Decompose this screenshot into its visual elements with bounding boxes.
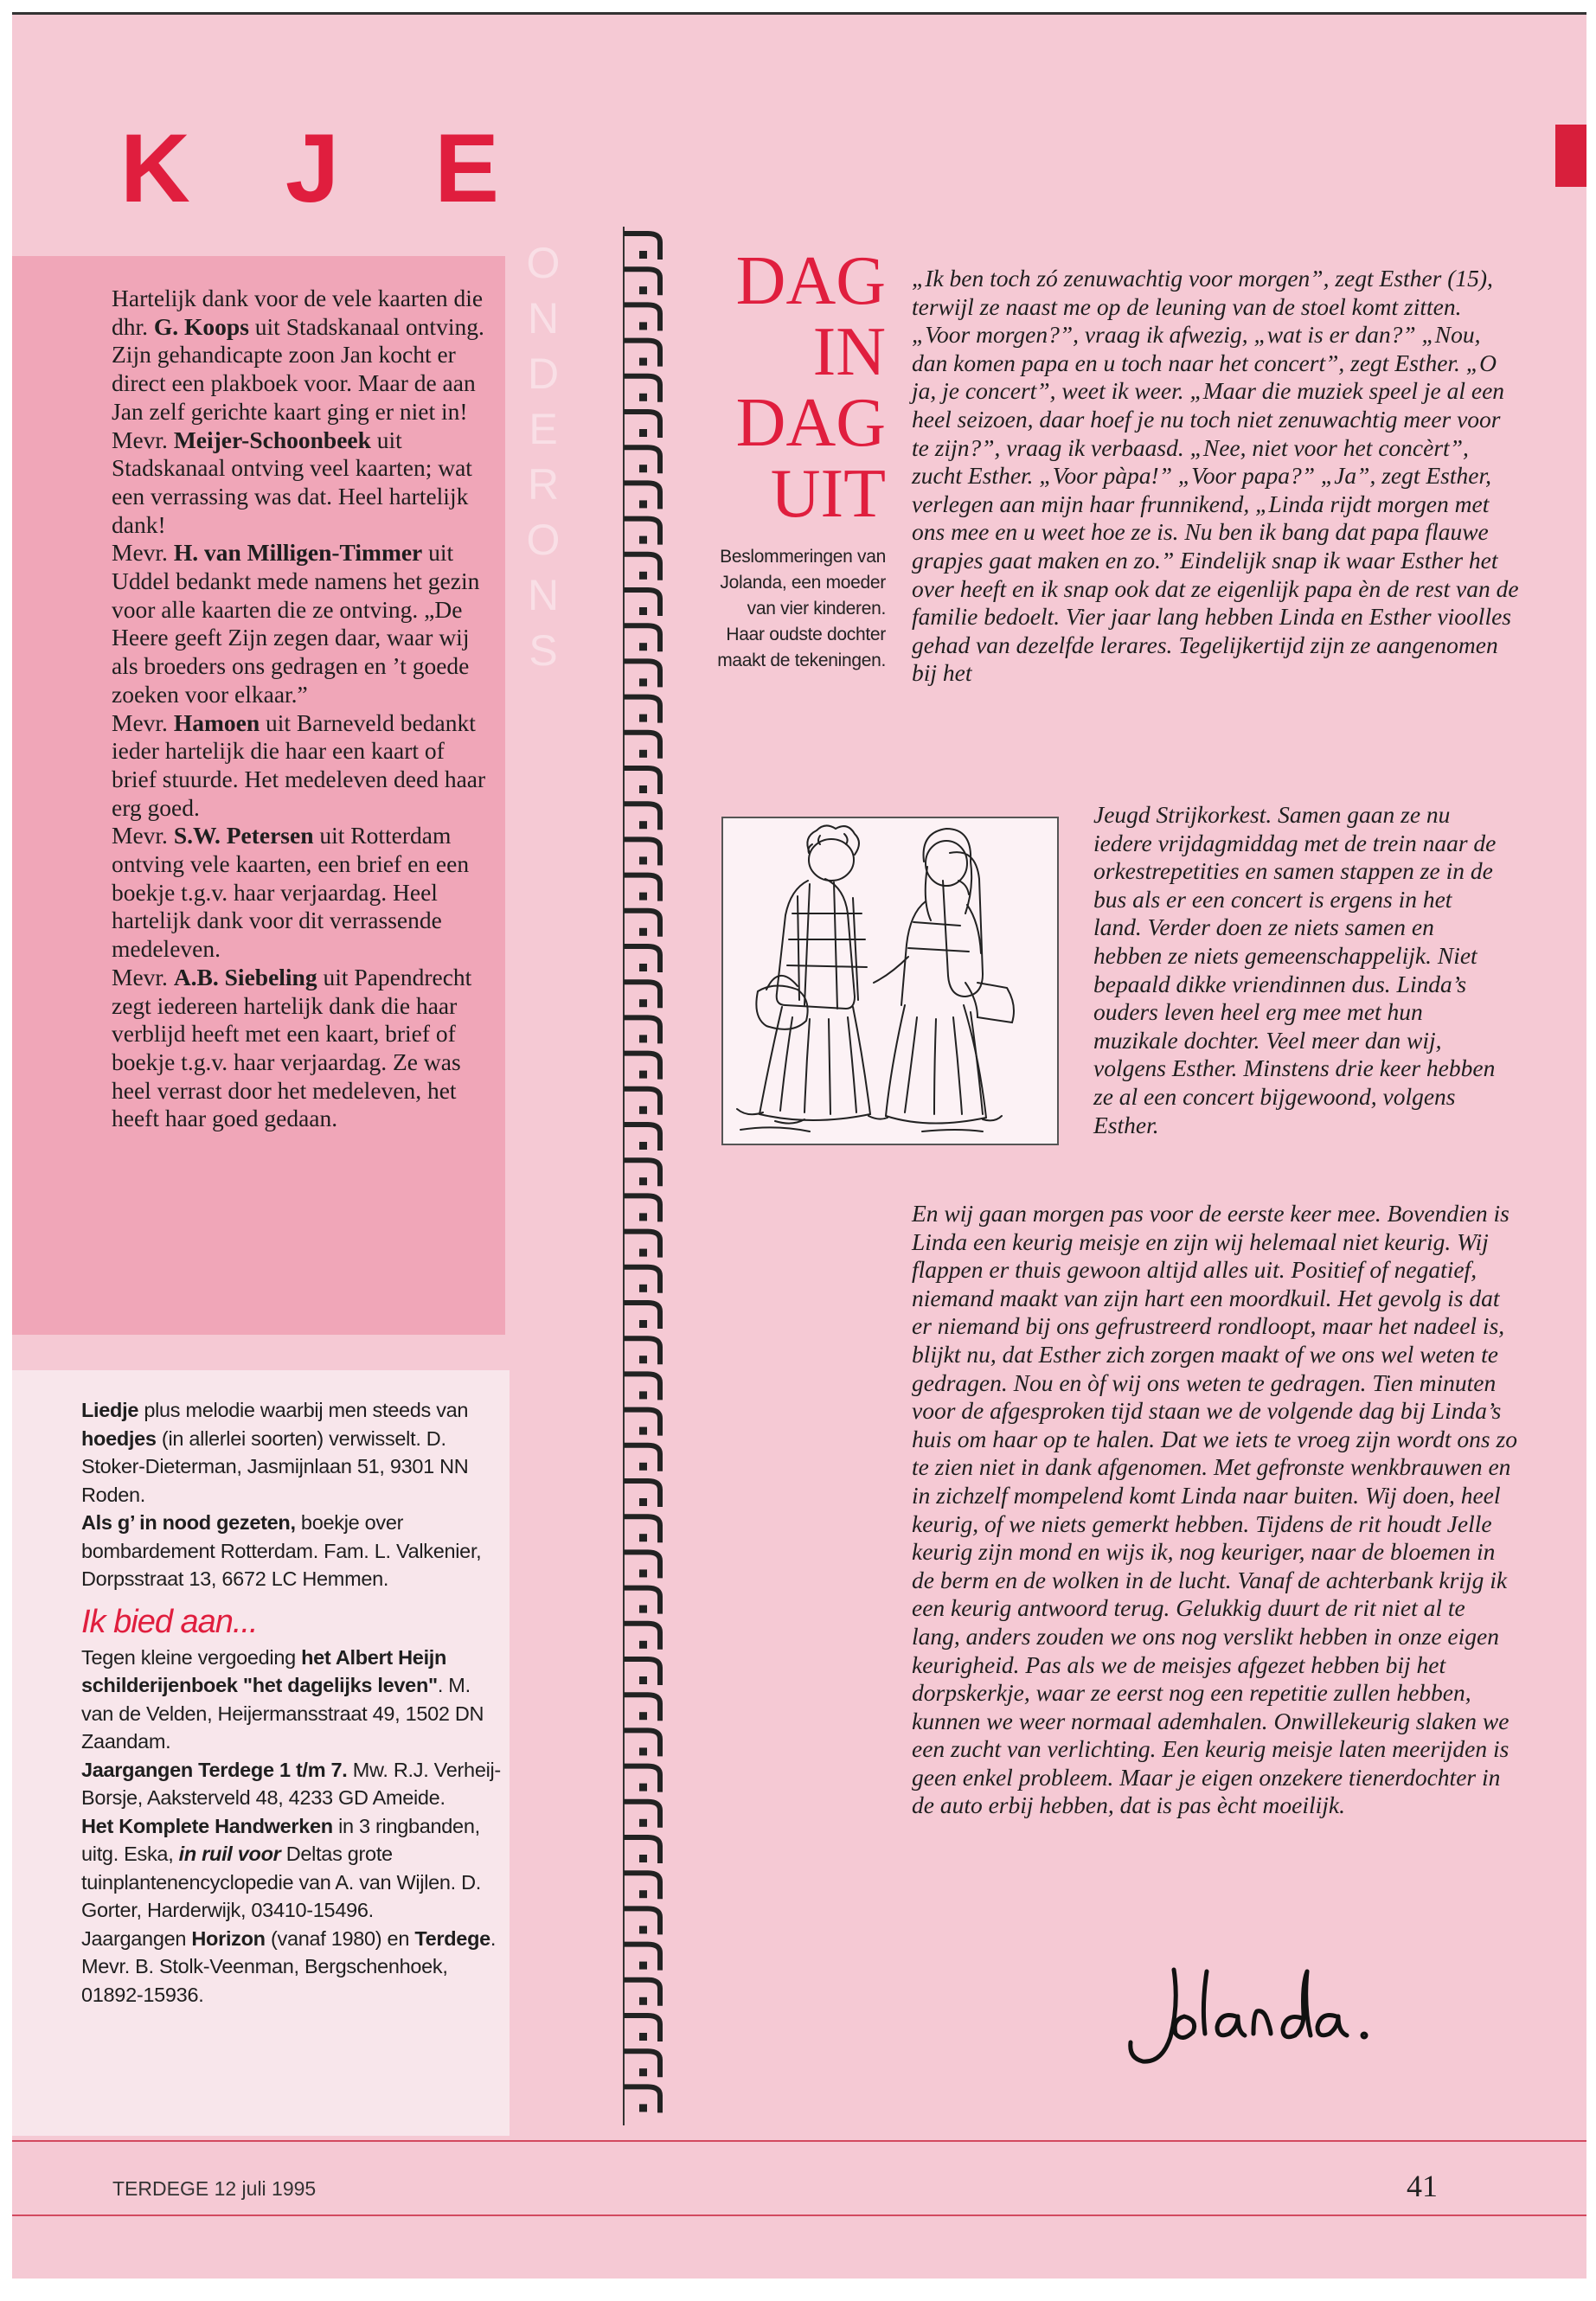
thanks-text: Mevr. (112, 963, 174, 990)
ad-text: Horizon (191, 1926, 266, 1950)
spiral-hole (639, 1676, 647, 1684)
spiral-hole (639, 1427, 647, 1435)
illustration-two-girls (721, 817, 1059, 1145)
spiral-hole (639, 1890, 647, 1898)
column-text-bottom: En wij gaan morgen pas voor de eerste keer mee. Bovendien is Linda een keurig meisje en zijn wij helemaal niet keurig. Wij flappen er thuis gewoon altijd alles uit. Positief of negatief, niemand maakt van zijn hart een moordkuil. Het gevolg is dat er niemand bij ons gefrustreerd rondloopt, maar het nadeel is, blijkt nu, dat Esther zich zorgen maakt of we ons wel weten te gedragen. Nou en òf wij ons weten te gedragen. Tien minuten voor de afgesproken tijd staan we de volgende dag bij Linda’s huis om haar op te halen. Dat we iets te vroeg zijn wordt ons zo te zien niet in dank afgenomen. Met gefronste wenkbrauwen en in zichzelf mompelend komt Linda naar buiten. Wij doen, heel keurig, of we niets gemerkt hebben. Tijdens de rit houdt Jelle keurig zijn mond en wijs ik, nog keuriger, naar de bloemen in de berm en de wolken in de lucht. Vanaf de achterbank krijg ik een keurig antwoord terug. Gelukkig duurt de rit niet al te lang, anders zouden we ons nog verslikt hebben in onze eigen keurigheid. Pas als we de meisjes afgezet hebben bij het dorpskerkje, waar ze eerst nog een repetitie zullen hebben, kunnen we weer normaal ademhalen. Onwillekeurig slaken we een zucht van verlichting. Een keurig meisje laten meerijden is geen enkel probleem. Maar je eigen onzekere tienerdochter in de auto erbij hebben, dat is pas ècht moeilijk. (912, 1200, 1517, 1819)
spiral-hole (639, 1606, 647, 1613)
spiral-hole (639, 715, 647, 722)
heading-letter: J (285, 114, 340, 222)
heading-letter: K (120, 114, 190, 222)
vertical-letter: R (527, 460, 560, 509)
ad-text: Mw. R.J. Verheij-Borsje, Aaksterveld 48, 4233 GD Ameide. (81, 1758, 501, 1809)
spiral-hole (639, 394, 647, 401)
ad-text: (in allerlei soorten) verwisselt. D. Stoker-Dieterman, Jasmijnlaan 51, 9301 NN Roden. (81, 1426, 469, 1506)
thanks-text: Meijer-Schoonbeek (173, 426, 371, 453)
spiral-hole (639, 750, 647, 758)
classified-ads (81, 1396, 501, 2009)
vertical-letter: D (527, 349, 560, 398)
spiral-hole (639, 785, 647, 793)
spiral-hole (639, 678, 647, 686)
ad-text: . Mevr. B. Stolk-Veenman, Bergschenhoek, 01892-15936. (81, 1926, 497, 2006)
ad-text: Terdege (414, 1926, 490, 1950)
spiral-hole (639, 1142, 647, 1150)
spiral-hole (639, 1356, 647, 1363)
spiral-hole (639, 607, 647, 615)
ad-text: boekje over bombardement Rotterdam. Fam. L. Valkenier, Dorpsstraat 13, 6672 LC Hemmen. (81, 1511, 482, 1590)
spiral-hole (639, 1391, 647, 1399)
ad-text: het Albert Heijn schilderijenboek "het dagelijks leven" (81, 1645, 447, 1696)
footer-rule (12, 2140, 1586, 2142)
wanted-ads (81, 1396, 501, 1593)
column-title-line: UIT (770, 456, 886, 532)
thanks-text: uit Papendrecht zegt iedereen hartelijk dank die haar verblijd heeft met een kaart, brief of boekje t.g.v. haar verjaardag. Ze was heel verrast door het medeleven, het heeft haar goed gedaan. (112, 963, 472, 1132)
ad-text: Tegen kleine vergoeding (81, 1645, 302, 1669)
section-heading (120, 114, 594, 222)
girls-with-violins-drawing (723, 818, 1057, 1144)
spiral-hole (639, 1106, 647, 1114)
ad-text: hoedjes (81, 1426, 157, 1450)
spiral-hole (639, 928, 647, 936)
spiral-hole (639, 286, 647, 294)
ads-heading: Ik bied aan... (81, 1603, 258, 1640)
spiral-hole (639, 1463, 647, 1471)
offered-ad (81, 1644, 501, 1756)
vertical-heading (526, 241, 561, 684)
spiral-hole (639, 1213, 647, 1221)
column-title-line: IN (812, 314, 886, 390)
wanted-ad (81, 1509, 501, 1593)
thanks-text: uit Rotterdam ontving vele kaarten, een brief en een boekje t.g.v. haar verjaardag. Heel hartelijk dank voor dit verrassende medeleven. (112, 822, 470, 963)
ad-text: Deltas grote tuinplantenencyclopedie van A. van Wijlen. D. Gorter, Harderwijk, 03410-15496. (81, 1843, 482, 1921)
thanks-text: uit Stadskanaal ontving. Zijn gehandicapte zoon Jan kocht er direct een plakboek voor. Maar de aan Jan zelf gerichte kaart ging er niet in! (112, 312, 484, 425)
column-text-middle: Jeugd Strijkorkest. Samen gaan ze nu iedere vrijdagmiddag met de trein naar de orkestrepetities en samen stappen ze in de bus als er een concert is ergens in het land. Verder doen ze niets samen en hebben ze niets gemeenschappelijk. Niet bepaald dikke vriendinnen dus. Linda’s ouders leven heel erg mee met hun muzikale dochter. Veel meer dan wij, volgens Esther. Minstens drie keer hebben ze al een concert bijgewoond, volgens Esther. (1093, 801, 1497, 1138)
spiral-hole (639, 1320, 647, 1328)
wanted-ad (81, 1396, 501, 1509)
spiral-hole (639, 322, 647, 330)
top-rule (12, 12, 1586, 15)
column-title-line: DAG (735, 243, 886, 319)
spiral-hole (639, 1249, 647, 1257)
thanks-text: Mevr. (112, 539, 174, 567)
thanks-column (112, 285, 492, 1133)
spiral-hole (639, 2104, 647, 2112)
spiral-hole (639, 251, 647, 259)
thanks-text: uit Uddel bedankt mede namens het gezin voor alle kaarten die ze ontving. „De Heere geeft Zijn zegen daar, waar wij als broeders ons gedragen en ’t goede zoeken voor elkaar.” (112, 539, 480, 708)
footer-issue: TERDEGE 12 juli 1995 (112, 2177, 317, 2200)
thanks-text: uit Barneveld bedankt ieder hartelijk die haar een kaart of brief stuurde. Het medeleven deed haar erg goed. (112, 708, 486, 821)
spiral-hole (639, 1819, 647, 1827)
offered-ad (81, 1925, 501, 2009)
spiral-hole (639, 1712, 647, 1720)
spiral-hole (639, 1747, 647, 1755)
spiral-hole (639, 536, 647, 544)
thanks-text: Mevr. (112, 822, 174, 849)
spiral-hole (639, 1035, 647, 1042)
vertical-letter: S (529, 626, 558, 675)
thanks-text: Hamoen (173, 708, 260, 736)
spiral-hole (639, 964, 647, 971)
vertical-letter: O (526, 239, 561, 287)
thanks-text: Hartelijk dank voor de vele kaarten die dhr. (112, 285, 484, 340)
spiral-hole (639, 1926, 647, 1933)
spiral-hole (639, 643, 647, 651)
thanks-text: H. van Milligen-Timmer (173, 539, 423, 567)
ad-text: in 3 ringbanden, uitg. Eska, (81, 1814, 480, 1865)
spiral-hole (639, 1997, 647, 2005)
spiral-hole (639, 821, 647, 829)
offered-ad (81, 1812, 501, 1925)
column-title-line: DAG (735, 385, 886, 461)
spiral-hole (639, 358, 647, 366)
ad-text: Het Komplete Handwerken (81, 1814, 333, 1837)
ad-text: Als g’ in nood gezeten, (81, 1511, 296, 1534)
spiral-hole (639, 1285, 647, 1292)
offered-ads (81, 1644, 501, 2009)
footer-rule (12, 2214, 1586, 2216)
ad-text: Liedje (81, 1399, 139, 1421)
vertical-letter: E (529, 405, 558, 453)
ad-text: Jaargangen (81, 1926, 192, 1950)
ad-text: . M. van de Velden, Heijermansstraat 49, 1502 DN Zaandam. (81, 1674, 484, 1753)
spiral-hole (639, 1498, 647, 1506)
spiral-hole (639, 893, 647, 901)
ad-text: in ruil voor (178, 1843, 281, 1865)
spiral-hole (639, 429, 647, 437)
magazine-page (12, 12, 1586, 2279)
vertical-letter: O (526, 516, 561, 564)
thanks-text: Mevr. (112, 426, 174, 453)
thanks-text: S.W. Petersen (173, 822, 314, 849)
ad-text: plus melodie waarbij men steeds van (138, 1399, 469, 1421)
spiral-hole (639, 1071, 647, 1079)
spiral-hole (639, 465, 647, 472)
spiral-hole (639, 2033, 647, 2041)
column-title (704, 243, 886, 532)
thanks-text: Mevr. (112, 708, 174, 736)
page-number: 41 (1407, 2169, 1438, 2203)
ad-text: Jaargangen Terdege 1 t/m 7. (81, 1758, 348, 1781)
spiral-hole (639, 1855, 647, 1862)
spiral-hole (639, 999, 647, 1007)
section-tab-marker (1555, 125, 1586, 187)
spiral-hole (639, 1641, 647, 1649)
spiral-hole (639, 1784, 647, 1791)
spiral-hole (639, 572, 647, 580)
offered-ad (81, 1756, 501, 1812)
spiral-hole (639, 856, 647, 864)
spiral-hole (639, 2068, 647, 2076)
ad-text: (vanaf 1980) en (265, 1926, 415, 1950)
spiral-hole (639, 1177, 647, 1185)
spiral-binding-graphic (622, 227, 684, 2125)
column-caption: Beslommeringen van Jolanda, een moeder van vier kinderen. Haar oudste dochter maakt de tekeningen. (717, 547, 886, 670)
spiral-hole (639, 1569, 647, 1577)
thanks-text: uit Stadskanaal ontving veel kaarten; wat een verrassing was dat. Heel hartelijk dank! (112, 426, 472, 538)
spiral-hole (639, 1962, 647, 1970)
vertical-letter: N (527, 294, 560, 343)
spiral-hole (639, 1534, 647, 1541)
thanks-text: G. Koops (153, 312, 249, 340)
handwritten-signature (1124, 1963, 1418, 2071)
heading-letter: E (434, 114, 499, 222)
spiral-hole (639, 500, 647, 508)
thanks-text: A.B. Siebeling (173, 963, 317, 990)
vertical-letter: N (527, 571, 560, 619)
column-text-top: „Ik ben toch zó zenuwachtig voor morgen”, zegt Esther (15), terwijl ze naast me op de leuning van de stoel komt zitten. „Voor morgen?”, vraag ik afwezig, „wat is er dan?” „Nou, dan komen papa en u toch naar het concert”, zegt Esther. „O ja, je concert”, weet ik weer. „Maar die muziek speel je al een heel seizoen, daar hoef je nu toch niet zenuwachtig meer voor te zijn?”, vraag ik verbaasd. „Nee, niet voor het concèrt”, zucht Esther. „Voor pàpa!” „Voor papa?” „Ja”, zegt Esther, verlegen aan mijn haar frunnikend, „Linda rijdt morgen met ons mee en u weet hoe ze is. Nu ben ik bang dat papa flauwe grapjes gaat maken en zo.” Eindelijk snap ik waar Esther het over heeft en ik snap ook dat ze eigenlijk papa èn de rest van de familie bedoelt. Vier jaar lang hebben Linda en Esther vioolles gehad van dezelfde lerares. Tegelijkertijd zijn ze aangenomen bij het (912, 265, 1519, 687)
